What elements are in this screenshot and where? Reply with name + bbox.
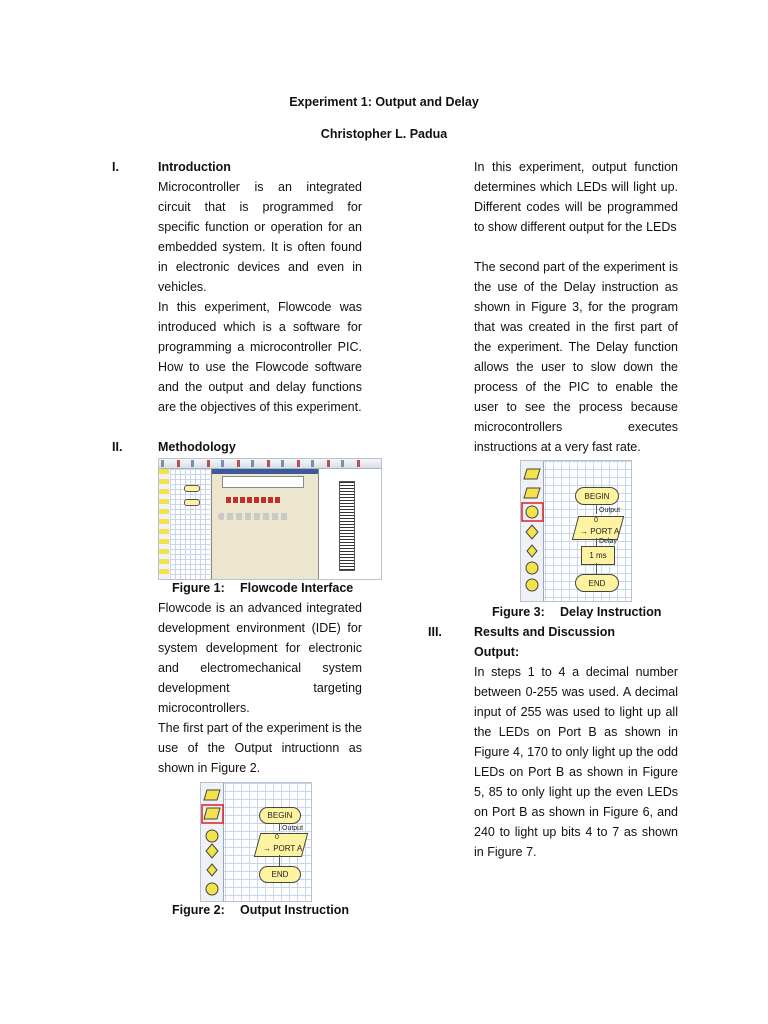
figure-2-output-instruction bbox=[200, 782, 312, 902]
led-array-icon bbox=[226, 497, 282, 503]
panel-area bbox=[211, 469, 318, 579]
section-numeral-results: III. bbox=[428, 625, 442, 639]
intro-paragraph-1: Microcontroller is an integrated circuit that is programmed for specific function or operation for an embedded system. It is often found in electronic devices and even in vehicles. bbox=[158, 180, 362, 294]
figure-2-caption-text: Output Instruction bbox=[240, 903, 350, 917]
delay-icon bbox=[206, 830, 218, 842]
icon-toolbar-glyphs bbox=[521, 461, 545, 601]
author-name: Christopher L. Padua bbox=[320, 127, 448, 141]
connection-icon bbox=[207, 864, 217, 876]
flow-end: END bbox=[575, 574, 619, 592]
right-paragraph-1: In this experiment, output function determines which LEDs will light up. Different codes will be programmed to show different output for the LEDs bbox=[474, 160, 678, 234]
flow-wire bbox=[596, 538, 597, 546]
flow-wire bbox=[279, 855, 280, 866]
delay-block: 1 ms bbox=[581, 546, 615, 565]
flowchart-panel bbox=[170, 469, 210, 579]
figure-3-delay-instruction bbox=[520, 460, 632, 602]
icon-toolbar-glyphs bbox=[201, 783, 225, 901]
input-icon bbox=[524, 469, 540, 479]
output-label: Output bbox=[282, 825, 304, 832]
pic-chip-icon bbox=[339, 481, 355, 571]
section-heading-intro: Introduction bbox=[158, 160, 231, 174]
figure-3-caption-label: Figure 3: bbox=[492, 605, 545, 619]
figure-2-caption-label: Figure 2: bbox=[172, 903, 225, 917]
output-target: → PORT A bbox=[263, 844, 303, 853]
input-icon bbox=[204, 790, 220, 800]
delay-label: Delay bbox=[599, 538, 617, 545]
info-box bbox=[222, 476, 304, 488]
decision-icon bbox=[526, 525, 538, 539]
flow-begin: BEGIN bbox=[575, 487, 619, 505]
section-numeral-method: II. bbox=[112, 440, 123, 454]
flow-wire bbox=[596, 504, 597, 514]
method-paragraph-2: The first part of the experiment is the use of the Output intructionn as shown in Figure 2. bbox=[158, 721, 362, 775]
panel-titlebar bbox=[212, 469, 318, 474]
output-icon bbox=[202, 805, 223, 823]
figure-1-caption-label: Figure 1: bbox=[172, 581, 225, 595]
flow-wire bbox=[279, 823, 280, 831]
results-paragraph-1: In steps 1 to 4 a decimal number between 0-255 was used. A decimal input of 255 was used to light up all the LEDs on Port B as shown in Figure 4, 170 to only light up the odd LEDs on Port B as shown in Figure 5, 85 to only light up the even LEDs on Port B as shown in Figure 6, and 240 to light up bits 4 to 7 as shown in Figure 7. bbox=[474, 665, 678, 859]
figure-1-caption-text: Flowcode Interface bbox=[240, 581, 354, 595]
document-title: Experiment 1: Output and Delay bbox=[289, 95, 479, 109]
component-macro-icon bbox=[526, 579, 538, 591]
delay-icon bbox=[522, 503, 543, 521]
output-icon bbox=[524, 488, 540, 498]
output-value: 0 bbox=[594, 517, 598, 524]
flow-end: END bbox=[259, 866, 301, 883]
output-target: → PORT A bbox=[580, 527, 620, 536]
section-heading-results: Results and Discussion bbox=[474, 625, 616, 639]
flow-end-mini bbox=[184, 499, 200, 506]
macro-icon bbox=[526, 562, 538, 574]
decision-icon bbox=[206, 844, 218, 858]
right-paragraph-2: The second part of the experiment is the use of the Delay instruction as shown in Figure 3, for the program that was created in the first part of the experiment. The Delay function allows the user to slow down the process of the PIC to enable the user to see the process because microcontrollers executes instructions at a very fast rate. bbox=[474, 260, 678, 454]
toolbar-icons bbox=[161, 460, 361, 467]
figure-3-caption-text: Delay Instruction bbox=[560, 605, 662, 619]
flow-wire bbox=[596, 563, 597, 574]
output-value: 0 bbox=[275, 834, 279, 841]
icon-palette bbox=[159, 469, 169, 579]
output-label: Output bbox=[599, 507, 621, 514]
flow-begin-mini bbox=[184, 485, 200, 492]
chip-panel bbox=[318, 469, 382, 579]
intro-paragraph-2: In this experiment, Flowcode was introduced which is a software for programming a microcontroller PIC. How to use the Flowcode software and the output and delay functions are the objectives of this experiment. bbox=[158, 300, 362, 414]
method-paragraph-1: Flowcode is an advanced integrated development environment (IDE) for system development for electronic and electromechanical system development targeting microcontrollers. bbox=[158, 601, 362, 715]
connection-icon bbox=[527, 545, 537, 557]
switch-array-icon bbox=[218, 513, 290, 520]
section-heading-method: Methodology bbox=[158, 440, 236, 454]
macro-icon bbox=[206, 883, 218, 895]
results-subheading-output: Output: bbox=[474, 645, 520, 659]
flow-begin: BEGIN bbox=[259, 807, 301, 824]
section-numeral-intro: I. bbox=[112, 160, 119, 174]
figure-1-flowcode-interface bbox=[158, 458, 382, 580]
